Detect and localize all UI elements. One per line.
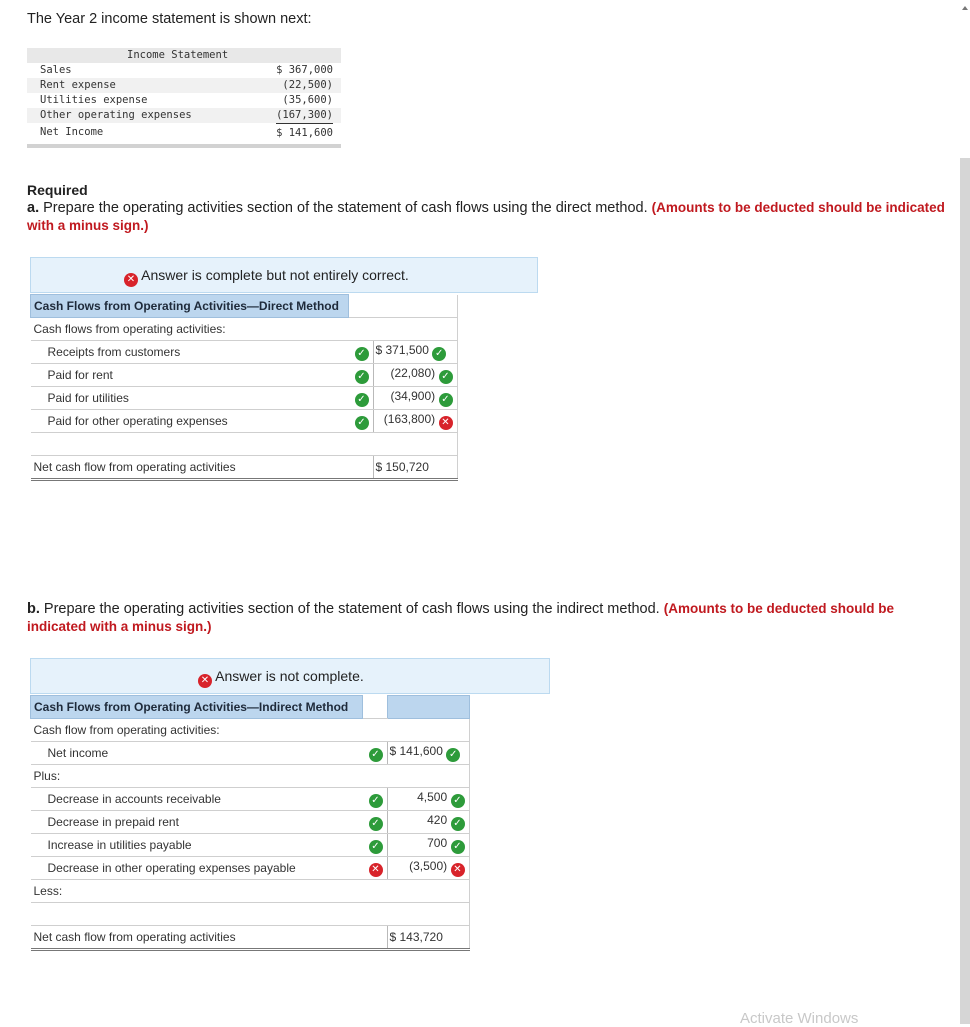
table-row: Paid for utilities ✓ (34,900) ✓ — [31, 387, 458, 410]
check-circle-icon: ✓ — [451, 794, 465, 808]
amount-input[interactable]: 420 — [427, 813, 448, 827]
check-circle-icon: ✓ — [355, 393, 369, 407]
income-statement-title: Income Statement — [127, 49, 229, 61]
check-circle-icon: ✓ — [446, 748, 460, 762]
check-circle-icon: ✓ — [355, 416, 369, 430]
intro-text: The Year 2 income statement is shown next: — [27, 11, 312, 27]
required-heading: Required — [27, 182, 88, 198]
amount-input[interactable]: (34,900) — [390, 389, 436, 403]
income-statement — [27, 48, 341, 148]
check-circle-icon: ✓ — [451, 817, 465, 831]
watermark: Activate Windows — [740, 1010, 859, 1027]
x-circle-icon: ✕ — [439, 416, 453, 430]
table-header: Cash Flows from Operating Activities—Indirect Method — [31, 696, 363, 719]
amount-input[interactable]: $ 371,500 — [375, 343, 429, 357]
total-label: Net cash flow from operating activities — [31, 456, 349, 480]
check-circle-icon: ✓ — [355, 347, 369, 361]
x-circle-icon: ✕ — [451, 863, 465, 877]
less-label: Less: — [31, 880, 363, 903]
scroll-up-icon[interactable] — [962, 6, 968, 10]
is-row-sales: Sales $ 367,000 — [40, 64, 333, 76]
x-circle-icon: ✕ — [198, 674, 212, 688]
total-value: $ 143,720 — [387, 926, 469, 950]
blank-row[interactable] — [31, 903, 363, 926]
amount-input[interactable]: 700 — [427, 836, 448, 850]
part-a-banner — [30, 257, 538, 293]
indirect-method-table — [30, 695, 470, 951]
amount-input[interactable]: (163,800) — [383, 412, 436, 426]
check-circle-icon: ✓ — [355, 370, 369, 384]
table-row: Increase in utilities payable ✓ 700 ✓ — [31, 834, 470, 857]
is-row-utilities: Utilities expense (35,600) — [40, 94, 333, 106]
part-b-instructions: b. Prepare the operating activities section of the statement of cash flows using the indirect method. (Amounts to be deducted should be indicated with a minus sign.) — [27, 601, 894, 634]
table-row: Net income ✓ $ 141,600 ✓ — [31, 742, 470, 765]
table-row: Paid for rent ✓ (22,080) ✓ — [31, 364, 458, 387]
amount-input[interactable]: 4,500 — [417, 790, 448, 804]
check-circle-icon: ✓ — [369, 748, 383, 762]
table-row: Receipts from customers ✓ $ 371,500 ✓ — [31, 341, 458, 364]
x-circle-icon: ✕ — [369, 863, 383, 877]
amount-input[interactable]: $ 141,600 — [389, 744, 443, 758]
table-row: Paid for other operating expenses ✓ (163,800) ✕ — [31, 410, 458, 433]
is-row-net-income: Net Income $ 141,600 — [27, 123, 341, 141]
total-value: $ 150,720 — [373, 456, 457, 480]
direct-method-table — [30, 294, 458, 481]
section-label: Cash flows from operating activities: — [31, 318, 349, 341]
scrollbar[interactable] — [960, 158, 970, 1024]
x-circle-icon: ✕ — [124, 273, 138, 287]
blank-row[interactable] — [31, 433, 349, 456]
table-row: Decrease in accounts receivable ✓ 4,500 ✓ — [31, 788, 470, 811]
check-circle-icon: ✓ — [432, 347, 446, 361]
is-row-rent: Rent expense (22,500) — [27, 78, 341, 93]
plus-label: Plus: — [31, 765, 363, 788]
check-circle-icon: ✓ — [369, 817, 383, 831]
check-circle-icon: ✓ — [369, 840, 383, 854]
check-circle-icon: ✓ — [439, 370, 453, 384]
part-a-instructions: a. Prepare the operating activities section of the statement of cash flows using the direct method. (Amounts to be deducted should be indicated with a minus sign.) — [27, 200, 945, 233]
amount-input[interactable]: (3,500) — [409, 859, 448, 873]
amount-input[interactable]: (22,080) — [390, 366, 436, 380]
table-header: Cash Flows from Operating Activities—Direct Method — [31, 295, 349, 318]
banner-message: Answer is complete but not entirely correct. — [141, 267, 409, 283]
part-b-banner — [30, 658, 550, 694]
total-label: Net cash flow from operating activities — [31, 926, 363, 950]
check-circle-icon: ✓ — [451, 840, 465, 854]
table-row: Decrease in other operating expenses payable ✕ (3,500) ✕ — [31, 857, 470, 880]
check-circle-icon: ✓ — [369, 794, 383, 808]
check-circle-icon: ✓ — [439, 393, 453, 407]
section-label: Cash flow from operating activities: — [31, 719, 363, 742]
is-row-other: Other operating expenses (167,300) — [27, 108, 341, 123]
banner-message: Answer is not complete. — [215, 668, 364, 684]
table-row: Decrease in prepaid rent ✓ 420 ✓ — [31, 811, 470, 834]
